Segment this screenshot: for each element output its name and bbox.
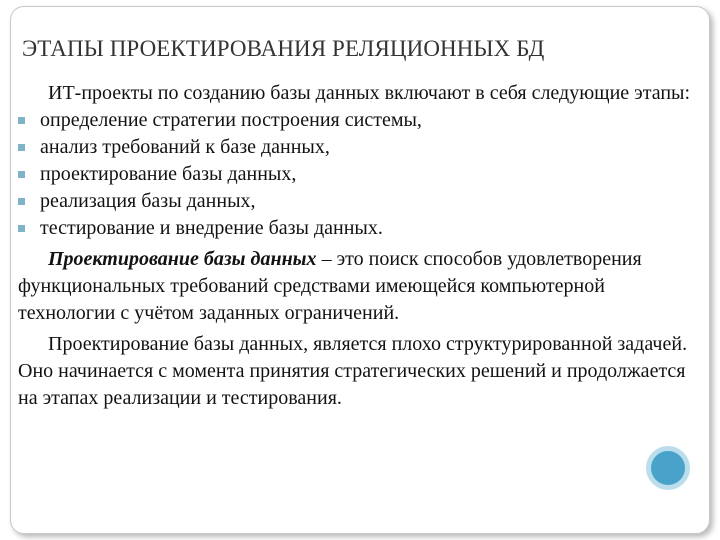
list-item-text: анализ требований к базе данных, <box>40 136 330 158</box>
square-bullet-icon <box>18 117 25 124</box>
slide-content <box>18 80 696 412</box>
definition-text: – это поиск способов удовлетворения функциональных требований средствами имеющейся компьютерной технологии с учётом заданных ограничений. <box>18 248 642 324</box>
list-item <box>18 107 696 134</box>
definition-term: Проектирование базы данных <box>48 248 317 270</box>
square-bullet-icon <box>18 198 25 205</box>
list-item-text: определение стратегии построения системы, <box>40 109 422 131</box>
list-item <box>18 161 696 188</box>
list-item-text: проектирование базы данных, <box>40 163 297 185</box>
closing-paragraph: Проектирование базы данных, является плохо структурированной задачей. Оно начинается с момента принятия стратегических решений и продолжается на этапах реализации и тестирования. <box>18 333 688 409</box>
stages-list <box>18 107 696 242</box>
list-item-text: тестирование и внедрение базы данных. <box>40 217 383 239</box>
intro-paragraph: ИТ-проекты по созданию базы данных включают в себя следующие этапы: <box>48 82 691 104</box>
decorative-circle-icon <box>646 446 690 490</box>
list-item <box>18 134 696 161</box>
square-bullet-icon <box>18 144 25 151</box>
list-item-text: реализация базы данных, <box>40 190 256 212</box>
square-bullet-icon <box>18 225 25 232</box>
list-item <box>18 188 696 215</box>
list-item <box>18 215 696 242</box>
square-bullet-icon <box>18 171 25 178</box>
definition-paragraph <box>18 246 696 327</box>
slide-title: ЭТАПЫ ПРОЕКТИРОВАНИЯ РЕЛЯЦИОННЫХ БД <box>22 36 545 61</box>
